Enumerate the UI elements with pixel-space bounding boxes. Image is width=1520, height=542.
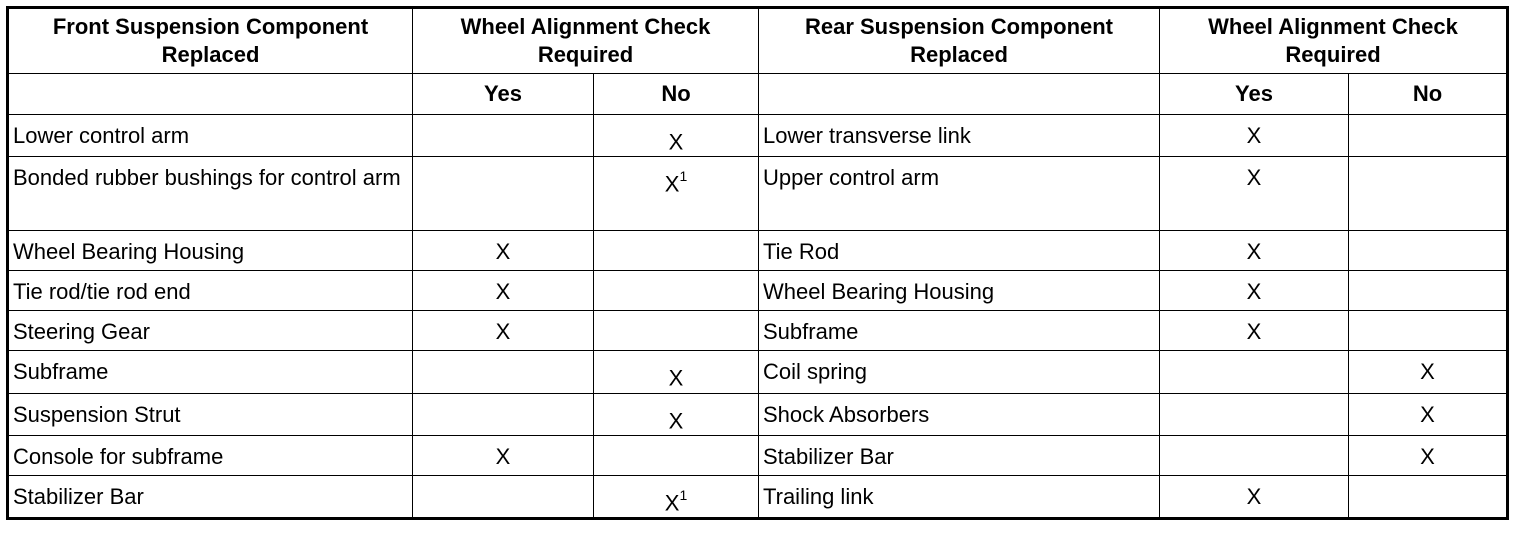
footnote-marker: 1 — [679, 168, 688, 185]
front-yes-mark: X — [413, 271, 594, 311]
subheader-front-yes: Yes — [413, 74, 594, 115]
rear-yes-mark — [1160, 435, 1349, 475]
rear-component: Trailing link — [759, 475, 1160, 518]
rear-component: Subframe — [759, 311, 1160, 351]
front-yes-mark — [413, 475, 594, 518]
front-no-mark — [594, 351, 759, 393]
header-rear-check: Wheel Alignment Check Required — [1160, 8, 1508, 74]
front-component: Wheel Bearing Housing — [8, 231, 413, 271]
front-yes-mark: X — [413, 231, 594, 271]
rear-no-mark: X — [1349, 435, 1508, 475]
front-no-mark-text: X — [664, 171, 680, 197]
subheader-front-no: No — [594, 74, 759, 115]
rear-no-mark — [1349, 231, 1508, 271]
front-no-mark — [594, 475, 759, 518]
front-yes-mark: X — [413, 311, 594, 351]
front-yes-mark: X — [413, 435, 594, 475]
front-component: Lower control arm — [8, 115, 413, 157]
rear-component: Wheel Bearing Housing — [759, 271, 1160, 311]
table-row — [8, 393, 1508, 435]
header-front-component: Front Suspension Component Replaced — [8, 8, 413, 74]
table-row — [8, 311, 1508, 351]
alignment-table-wrapper — [6, 6, 1509, 520]
table-row — [8, 231, 1508, 271]
rear-component: Tie Rod — [759, 231, 1160, 271]
front-no-mark — [594, 231, 759, 271]
header-row — [8, 8, 1508, 74]
rear-no-mark — [1349, 157, 1508, 231]
front-component: Tie rod/tie rod end — [8, 271, 413, 311]
front-no-mark — [594, 311, 759, 351]
front-no-mark-text: X — [668, 407, 684, 433]
rear-no-mark — [1349, 271, 1508, 311]
front-component: Subframe — [8, 351, 413, 393]
subheader-rear-yes: Yes — [1160, 74, 1349, 115]
header-front-check: Wheel Alignment Check Required — [413, 8, 759, 74]
header-rear-component: Rear Suspension Component Replaced — [759, 8, 1160, 74]
rear-no-mark: X — [1349, 393, 1508, 435]
front-component: Console for subframe — [8, 435, 413, 475]
front-no-mark — [594, 393, 759, 435]
table-row — [8, 115, 1508, 157]
front-component: Bonded rubber bushings for control arm — [8, 157, 413, 231]
front-yes-mark — [413, 115, 594, 157]
table-row — [8, 271, 1508, 311]
subheader-blank-rear — [759, 74, 1160, 115]
front-yes-mark — [413, 393, 594, 435]
front-no-mark-text: X — [664, 490, 680, 516]
front-no-mark — [594, 157, 759, 231]
subheader-row — [8, 74, 1508, 115]
rear-component: Shock Absorbers — [759, 393, 1160, 435]
subheader-blank-front — [8, 74, 413, 115]
rear-component: Upper control arm — [759, 157, 1160, 231]
rear-no-mark: X — [1349, 351, 1508, 393]
table-row — [8, 435, 1508, 475]
front-no-mark — [594, 115, 759, 157]
front-no-mark — [594, 271, 759, 311]
front-yes-mark — [413, 157, 594, 231]
front-component: Stabilizer Bar — [8, 475, 413, 518]
rear-yes-mark — [1160, 351, 1349, 393]
front-component: Steering Gear — [8, 311, 413, 351]
rear-component: Lower transverse link — [759, 115, 1160, 157]
rear-yes-mark: X — [1160, 157, 1349, 231]
rear-no-mark — [1349, 311, 1508, 351]
table-row — [8, 475, 1508, 518]
front-no-mark — [594, 435, 759, 475]
front-no-mark-text: X — [668, 129, 684, 155]
rear-yes-mark: X — [1160, 271, 1349, 311]
rear-yes-mark: X — [1160, 115, 1349, 157]
front-no-mark-text: X — [668, 365, 684, 391]
subheader-rear-no: No — [1349, 74, 1508, 115]
table-row — [8, 157, 1508, 231]
rear-component: Stabilizer Bar — [759, 435, 1160, 475]
rear-no-mark — [1349, 115, 1508, 157]
rear-component: Coil spring — [759, 351, 1160, 393]
front-component: Suspension Strut — [8, 393, 413, 435]
rear-no-mark — [1349, 475, 1508, 518]
rear-yes-mark: X — [1160, 231, 1349, 271]
rear-yes-mark — [1160, 393, 1349, 435]
rear-yes-mark: X — [1160, 475, 1349, 518]
rear-yes-mark: X — [1160, 311, 1349, 351]
front-yes-mark — [413, 351, 594, 393]
footnote-marker: 1 — [679, 486, 688, 503]
table-row — [8, 351, 1508, 393]
wheel-alignment-table — [6, 6, 1509, 520]
